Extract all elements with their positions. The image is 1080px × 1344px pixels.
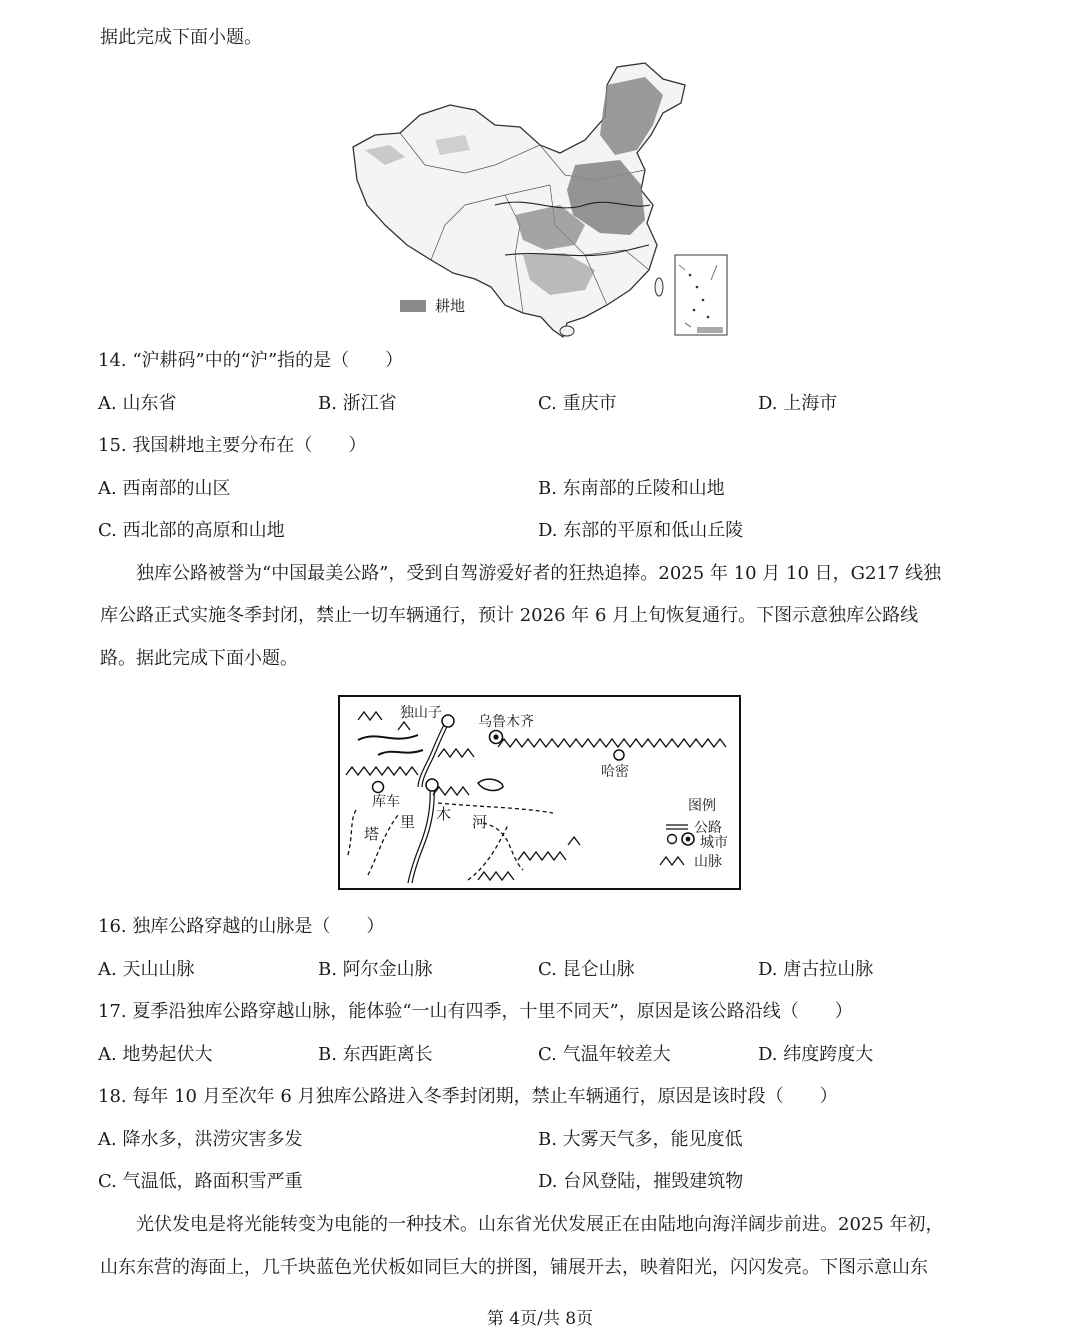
- q15-stem: 15. 我国耕地主要分布在（ ）: [98, 435, 367, 456]
- q15-option-b[interactable]: B. 东南部的丘陵和山地: [538, 478, 725, 499]
- q14-stem: 14. “沪耕码”中的“沪”指的是（ ）: [98, 350, 404, 371]
- duku-road-map: [338, 695, 742, 891]
- legend-city-label: 城市: [700, 835, 728, 851]
- q17-option-c[interactable]: C. 气温年较差大: [538, 1044, 671, 1065]
- q16-option-c[interactable]: C. 昆仑山脉: [538, 959, 635, 980]
- basin-label-he: 河: [472, 813, 488, 831]
- city-label-kuqa: 库车: [372, 794, 400, 810]
- farmland-legend-label: 耕地: [435, 297, 466, 315]
- passage2-line3: 路。据此完成下面小题。: [100, 648, 298, 669]
- q18-option-c[interactable]: C. 气温低，路面积雪严重: [98, 1171, 303, 1192]
- road-map-legend-title: 图例: [688, 798, 716, 814]
- farmland-legend-swatch: [400, 300, 426, 312]
- q16-option-b[interactable]: B. 阿尔金山脉: [318, 959, 433, 980]
- q18-option-d[interactable]: D. 台风登陆，摧毁建筑物: [538, 1171, 744, 1192]
- city-label-urumqi: 乌鲁木齐: [478, 714, 534, 730]
- passage2-line2: 库公路正式实施冬季封闭，禁止一切车辆通行，预计 2026 年 6 月上旬恢复通行。下图示意独库公路线: [100, 605, 919, 626]
- legend-road-label: 公路: [694, 820, 722, 836]
- q14-option-c[interactable]: C. 重庆市: [538, 393, 617, 414]
- page-footer: 第 4页/共 8页: [486, 1309, 594, 1329]
- q16-stem: 16. 独库公路穿越的山脉是（ ）: [98, 916, 385, 937]
- q17-option-a[interactable]: A. 地势起伏大: [98, 1044, 213, 1065]
- basin-label-li: 里: [400, 813, 416, 831]
- q15-option-c[interactable]: C. 西北部的高原和山地: [98, 520, 285, 541]
- q15-option-a[interactable]: A. 西南部的山区: [98, 478, 231, 499]
- city-dushanzi-marker: [442, 715, 454, 727]
- passage3-line2: 山东东营的海面上，几千块蓝色光伏板如同巨大的拼图，铺展开去，映着阳光，闪闪发亮。下图示意山东: [100, 1257, 928, 1278]
- basin-label-mu: 木: [436, 805, 452, 823]
- city-label-dushanzi: 独山子: [400, 705, 442, 721]
- q18-option-a[interactable]: A. 降水多，洪涝灾害多发: [98, 1129, 303, 1150]
- q14-option-b[interactable]: B. 浙江省: [318, 393, 397, 414]
- intro-line: 据此完成下面小题。: [100, 27, 262, 48]
- q16-option-d[interactable]: D. 唐古拉山脉: [758, 959, 874, 980]
- passage2-line1: 独库公路被誉为“中国最美公路”，受到自驾游爱好者的狂热追捧。2025 年 10 月 10 日，G217 线独: [136, 563, 942, 584]
- q18-stem: 18. 每年 10 月至次年 6 月独库公路进入冬季封闭期，禁止车辆通行，原因是该时段（ ）: [98, 1086, 838, 1107]
- q14-option-d[interactable]: D. 上海市: [758, 393, 838, 414]
- city-label-hami: 哈密: [601, 764, 629, 780]
- q14-option-a[interactable]: A. 山东省: [98, 393, 177, 414]
- passage3-line1: 光伏发电是将光能转变为电能的一种技术。山东省光伏发展正在由陆地向海洋阔步前进。2025 年初，: [136, 1214, 944, 1235]
- q15-option-d[interactable]: D. 东部的平原和低山丘陵: [538, 520, 744, 541]
- q17-option-b[interactable]: B. 东西距离长: [318, 1044, 433, 1065]
- legend-mountain-label: 山脉: [694, 854, 722, 870]
- q16-option-a[interactable]: A. 天山山脉: [98, 959, 195, 980]
- city-hami-marker: [614, 750, 624, 760]
- south-china-sea-inset: [675, 255, 727, 335]
- basin-label-ta: 塔: [364, 825, 380, 843]
- q17-option-d[interactable]: D. 纬度跨度大: [758, 1044, 874, 1065]
- china-farmland-map: [345, 55, 735, 345]
- q18-option-b[interactable]: B. 大雾天气多，能见度低: [538, 1129, 743, 1150]
- q17-stem: 17. 夏季沿独库公路穿越山脉，能体验“一山有四季，十里不同天”，原因是该公路沿线（ ）: [98, 1001, 853, 1022]
